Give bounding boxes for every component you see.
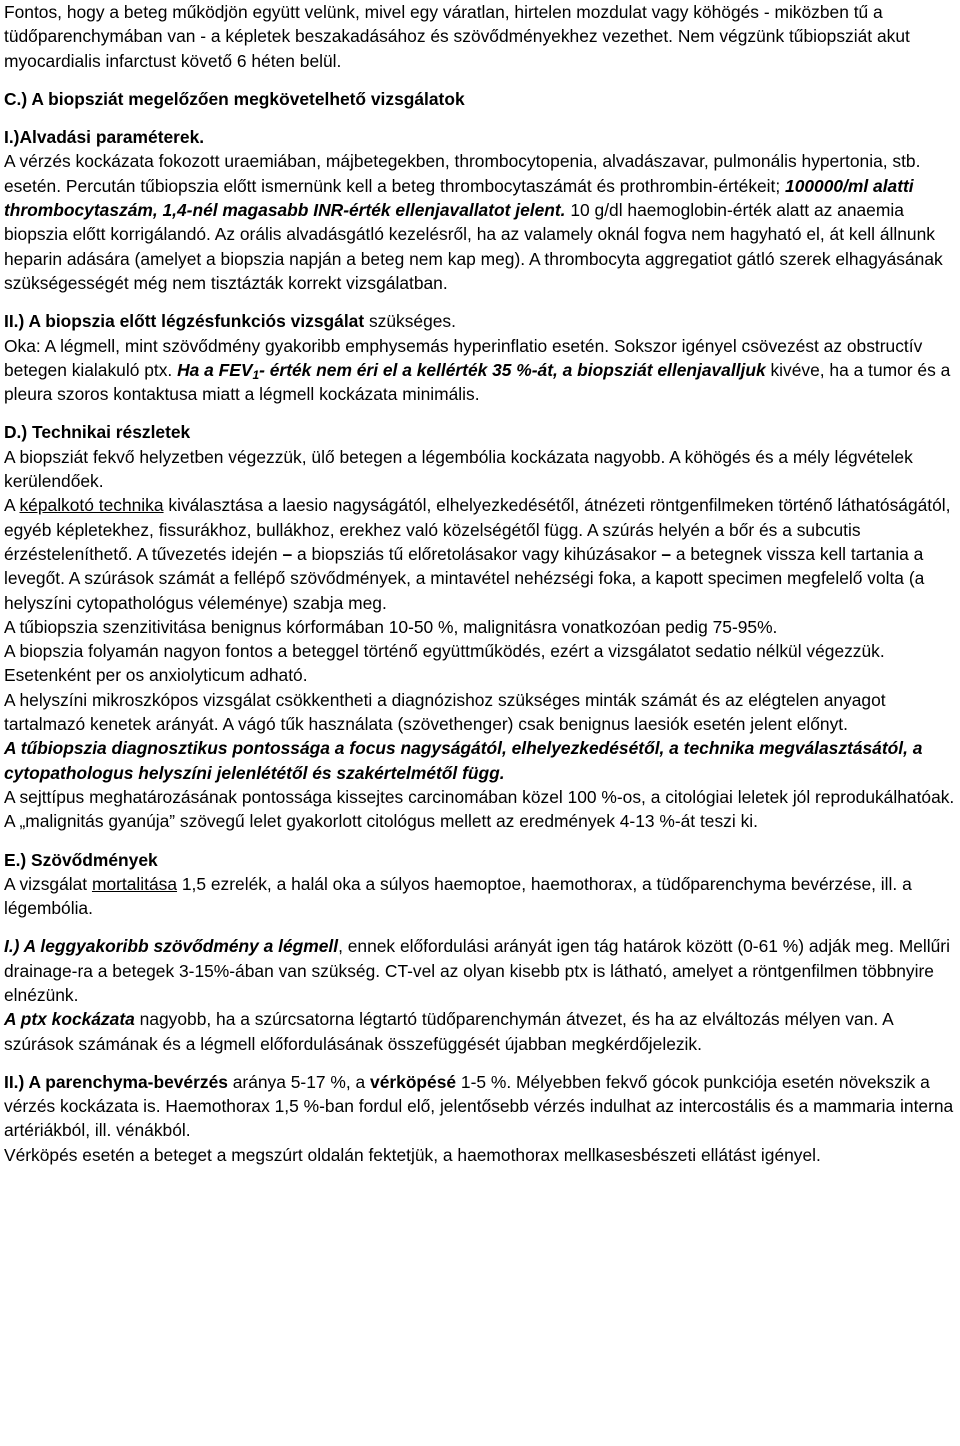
paragraph-legmell: I.) A leggyakoribb szövődmény a légmell, ennek előfordulási arányát igen tág határok között (0-61 %) adják meg. Mellűri drainage-ra a betegek 3-15%-ában van szükség. CT-vel az olyan kisebb ptx is látható, amelyet a röntgenfilmen többnyire elnézünk. [4, 936, 950, 1005]
fev-emphasis: Ha a $FEV_1-$ érték nem éri el a kellérték 35 %-át, a biopsziát ellenjavalljuk [177, 359, 766, 382]
paragraph-mikroszkopos: A helyszíni mikroszkópos vizsgálat csökkentheti a diagnózishoz szükséges minták számát és az elégtelen anyagot tartalmazó kenetek arányát. A vágó tűk használata (szövethenger) csak benignus laesiók esetén jelent előnyt. [4, 689, 886, 735]
heading-ii-legzes: II.) A biopszia előtt légzésfunkciós vizsgálat szükséges. [4, 311, 456, 332]
paragraph-szenzitivitas: A tűbiopszia szenzitivitása benignus kórformában 10-50 %, malignitásra vonatkozóan pedig 75-95%. [4, 616, 778, 637]
paragraph-egyuttmukodes: A biopszia folyamán nagyon fontos a beteggel történő együttműködés, ezért a vizsgálatot sedatio nélkül végezzük. Esetenként per os anxiolyticum adható. [4, 641, 885, 686]
paragraph-alvadas: A vérzés kockázata fokozott uraemiában, májbetegekben, thrombocytopenia, alvadászavar, pulmonális hypertonia, stb. esetén. Percután tűbiopszia előtt ismernünk kell a beteg thrombocytaszámát és prothrombin-értékeit; 100000/ml alatti thrombocytaszám, 1,4-nél magasabb INR-érték ellenjavallatot jelent. 10 g/dl haemoglobin-érték alatt az anaemia biopszia előtt korrigálandó. Az orális alvadásgátló kezelésről, ha az valamely oknál fogva nem hagyható el, át kell állnunk heparin adására (amelyet a biopszia napján a beteg nem kap meg). A thrombocyta aggregatiot gátló szerek elhagyásának szükségességét még nem tisztázták korrekt vizsgálatban. [4, 151, 943, 293]
heading-e: E.) Szövődmények [4, 849, 158, 870]
heading-d: D.) Technikai részletek [4, 422, 191, 443]
kepalkoto-link: képalkotó technika [19, 495, 164, 516]
paragraph-pontossag: A tűbiopszia diagnosztikus pontossága a focus nagyságától, elhelyezkedésétől, a technika megválasztásától, a cytopathologus helyszíni jelenlététől és szakértelmétől függ. [4, 738, 923, 783]
paragraph-sejttipus: A sejttípus meghatározásának pontossága kissejtes carcinomában közel 100 %-os, a citológiai leletek jól reprodukálhatóak. A „malignitás gyanúja” szövegű lelet gyakorlott citológus mellett az eredmények 4-13 %-át teszi ki. [4, 786, 955, 832]
heading-i-alvadasi: I.)Alvadási paraméterek. [4, 127, 205, 148]
paragraph-kepalkoto: A képalkotó technika kiválasztása a laesio nagyságától, elhelyezkedésétől, átnézeti röntgenfilmeken történő láthatóságától, egyéb képletekhez, fissurákhoz, bullákhoz, erekhez való közelségétől függ. A szúrás helyén a bőr és a subcutis érzésteleníthető. A tűvezetés idején – a biopsziás tű előretolásakor vagy kihúzásakor – a betegnek vissza kell tartania a levegőt. A szúrások számát a fellépő szövődmények, a mintavétel nehézségi foka, a kapott specimen megfelelő volta (a helyszíni cytopathológus véleménye) szabja meg. [4, 495, 951, 613]
heading-c: C.) A biopsziát megelőzően megkövetelhető vizsgálatok [4, 88, 465, 109]
paragraph-fekvo: A biopsziát fekvő helyzetben végezzük, ülő betegen a légembólia kockázata nagyobb. A köhögés és a mély légvételek kerülendőek. [4, 446, 913, 492]
paragraph-mortalitas: A vizsgálat mortalitása 1,5 ezrelék, a halál oka a súlyos haemoptoe, haemothorax, a tüdőparenchyma bevérzése, ill. a légembólia. [4, 873, 912, 919]
paragraph-parenchyma: II.) A parenchyma-bevérzés aránya 5-17 %, a vérköpésé 1-5 %. Mélyebben fekvő gócok punkciója esetén növekszik a vérzés kockázata is. Haemothorax 1,5 %-ban fordul elő, jelentősebb vérzés indulhat az intercostális és a mammaria interna artériákból, ill. vénákból. [4, 1071, 954, 1141]
paragraph-verkopes: Vérköpés esetén a beteget a megszúrt oldalán fektetjük, a haemothorax mellkasesbészeti ellátást igényel. [4, 1144, 821, 1165]
mortalitas-link: mortalitása [91, 873, 178, 894]
paragraph-intro: Fontos, hogy a beteg működjön együtt velünk, mivel egy váratlan, hirtelen mozdulat vagy köhögés - miközben tű a tüdőparenchymában van - a képletek beszakadásához és szövődményekhez vezethet. Nem végzünk tűbiopsziát akut myocardialis infarctust követő 6 héten belül. [4, 2, 910, 71]
paragraph-legzes: Oka: A légmell, mint szövődmény gyakoribb emphysemás hyperinflatio esetén. Sokszor igényel csövezést az obstructív betegen kialakuló ptx. Ha a $FEV_1-$ érték nem éri el a kellérték 35 %-át, a biopsziát ellenjavalljuk kivéve, ha a tumor és a pleura szoros kontaktusa miatt a légmell kockázata minimális. [4, 335, 951, 405]
paragraph-ptx: A ptx kockázata nagyobb, ha a szúrcsatorna légtartó tüdőparenchymán átvezet, és ha az elváltozás mélyen van. A szúrások számának és a légmell előfordulásának összefüggését újabban megkérdőjelezik. [4, 1009, 893, 1054]
contraindication-emphasis: 100000/ml alatti thrombocytaszám, 1,4-nél magasabb INR-érték ellenjavallatot jelent. [4, 175, 914, 221]
